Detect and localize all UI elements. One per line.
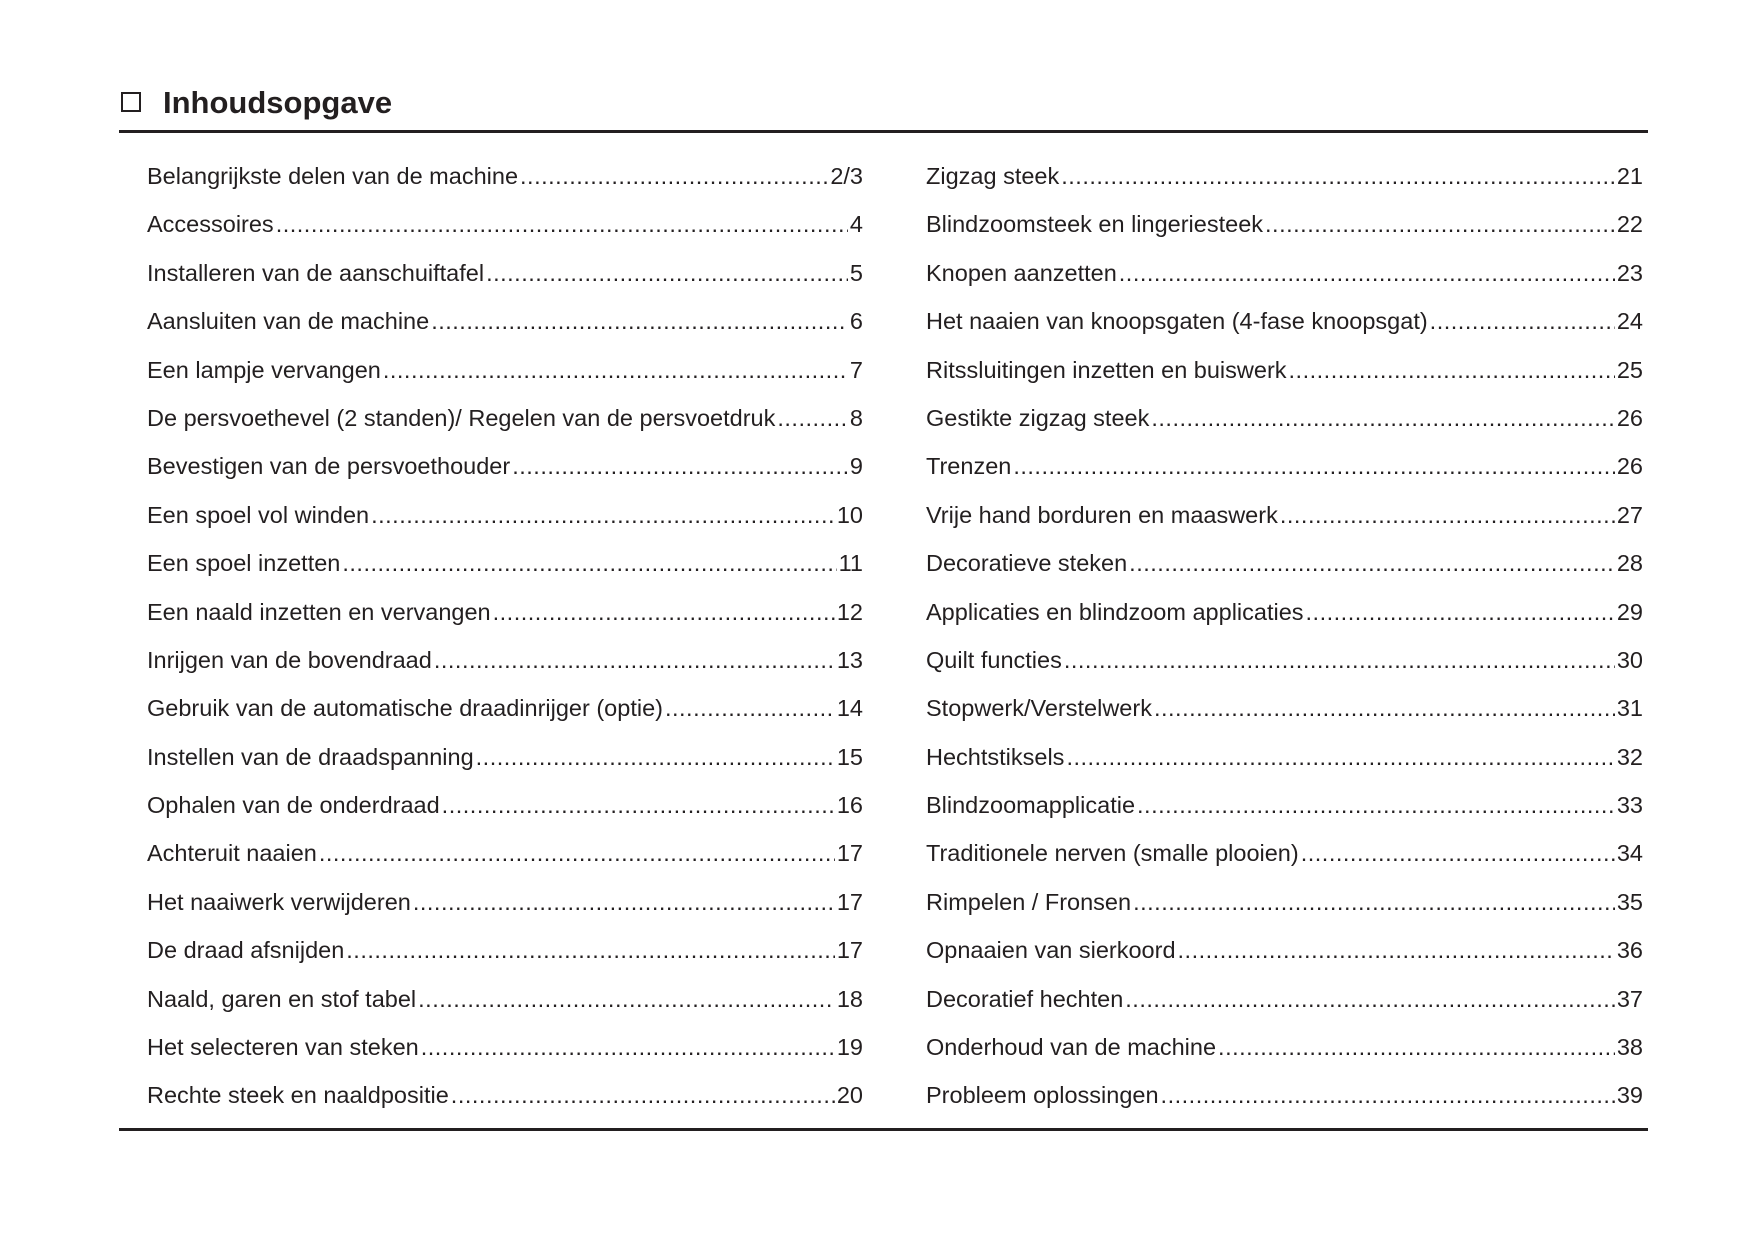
toc-leader-dots bbox=[1013, 442, 1615, 490]
toc-entry-page: 8 bbox=[849, 404, 863, 431]
toc-entry-title: Bevestigen van de persvoethouder bbox=[147, 453, 511, 480]
toc-entry-page: 25 bbox=[1616, 356, 1643, 383]
toc-leader-dots bbox=[1061, 152, 1615, 200]
toc-entry-page: 12 bbox=[836, 598, 863, 625]
toc-entry-page: 4 bbox=[849, 211, 863, 238]
toc-entry[interactable] bbox=[147, 249, 863, 297]
square-icon bbox=[121, 92, 141, 112]
toc-entry-page: 26 bbox=[1616, 404, 1643, 431]
toc-leader-dots bbox=[476, 733, 835, 781]
toc-leader-dots bbox=[346, 926, 835, 974]
toc-entry-title: Inrijgen van de bovendraad bbox=[147, 646, 432, 673]
toc-entry[interactable] bbox=[926, 684, 1643, 732]
toc-entry-page: 35 bbox=[1616, 888, 1643, 915]
toc-entry-page: 6 bbox=[849, 308, 863, 335]
toc-entry[interactable] bbox=[147, 733, 863, 781]
toc-leader-dots bbox=[665, 684, 835, 732]
toc-entry-title: Applicaties en blindzoom applicaties bbox=[926, 598, 1304, 625]
toc-entry-page: 37 bbox=[1616, 985, 1643, 1012]
toc-entry[interactable] bbox=[926, 152, 1643, 200]
toc-leader-dots bbox=[1306, 588, 1615, 636]
toc-leader-dots bbox=[319, 829, 835, 877]
toc-entry[interactable] bbox=[926, 297, 1643, 345]
bottom-divider bbox=[119, 1128, 1648, 1131]
toc-entry-page: 34 bbox=[1616, 840, 1643, 867]
toc-entry-page: 9 bbox=[849, 453, 863, 480]
toc-leader-dots bbox=[276, 200, 848, 248]
toc-entry-page: 17 bbox=[836, 840, 863, 867]
toc-entry-title: Accessoires bbox=[147, 211, 274, 238]
toc-entry-page: 29 bbox=[1616, 598, 1643, 625]
toc-entry-page: 11 bbox=[838, 550, 863, 577]
toc-leader-dots bbox=[1280, 491, 1615, 539]
toc-entry-title: Gebruik van de automatische draadinrijger (optie) bbox=[147, 695, 663, 722]
toc-entry-title: De persvoethevel (2 standen)/ Regelen van de persvoetdruk bbox=[147, 404, 776, 431]
toc-entry-page: 17 bbox=[836, 888, 863, 915]
toc-entry[interactable] bbox=[926, 781, 1643, 829]
toc-entry-title: Hechtstiksels bbox=[926, 743, 1065, 770]
toc-leader-dots bbox=[1133, 878, 1615, 926]
toc-entry[interactable] bbox=[926, 346, 1643, 394]
toc-entry-page: 14 bbox=[836, 695, 863, 722]
toc-entry[interactable] bbox=[926, 733, 1643, 781]
toc-entry-title: Quilt functies bbox=[926, 646, 1062, 673]
toc-entry[interactable] bbox=[147, 684, 863, 732]
toc-entry[interactable] bbox=[147, 926, 863, 974]
toc-entry-page: 31 bbox=[1616, 695, 1643, 722]
toc-leader-dots bbox=[1129, 539, 1615, 587]
toc-entry-page: 38 bbox=[1616, 1034, 1643, 1061]
toc-entry-page: 26 bbox=[1616, 453, 1643, 480]
toc-right-column bbox=[926, 152, 1643, 1120]
toc-entry-page: 36 bbox=[1616, 937, 1643, 964]
page-title: Inhoudsopgave bbox=[163, 85, 393, 120]
toc-entry[interactable] bbox=[147, 829, 863, 877]
toc-entry[interactable] bbox=[147, 442, 863, 490]
toc-entry[interactable] bbox=[926, 975, 1643, 1023]
toc-leader-dots bbox=[418, 975, 835, 1023]
toc-leader-dots bbox=[1178, 926, 1615, 974]
toc-entry[interactable] bbox=[147, 878, 863, 926]
toc-entry[interactable] bbox=[147, 297, 863, 345]
toc-entry[interactable] bbox=[147, 491, 863, 539]
toc-entry[interactable] bbox=[926, 636, 1643, 684]
toc-leader-dots bbox=[1151, 394, 1615, 442]
toc-leader-dots bbox=[1119, 249, 1615, 297]
toc-entry[interactable] bbox=[926, 394, 1643, 442]
toc-entry[interactable] bbox=[147, 636, 863, 684]
toc-entry-title: Ritssluitingen inzetten en buiswerk bbox=[926, 356, 1287, 383]
toc-entry-title: Traditionele nerven (smalle plooien) bbox=[926, 840, 1299, 867]
toc-leader-dots bbox=[371, 491, 835, 539]
toc-entry-title: Het selecteren van steken bbox=[147, 1034, 419, 1061]
toc-leader-dots bbox=[520, 152, 828, 200]
toc-entry-title: Een spoel vol winden bbox=[147, 501, 370, 528]
toc-leader-dots bbox=[413, 878, 835, 926]
toc-entry-title: Opnaaien van sierkoord bbox=[926, 937, 1176, 964]
toc-entry-page: 24 bbox=[1616, 308, 1643, 335]
toc-leader-dots bbox=[1289, 346, 1615, 394]
toc-entry-page: 23 bbox=[1616, 259, 1643, 286]
toc-entry-title: Een naald inzetten en vervangen bbox=[147, 598, 491, 625]
toc-entry[interactable] bbox=[147, 781, 863, 829]
toc-entry[interactable] bbox=[926, 878, 1643, 926]
toc-entry-page: 7 bbox=[849, 356, 863, 383]
toc-entry[interactable] bbox=[926, 249, 1643, 297]
toc-entry-title: Rechte steek en naaldpositie bbox=[147, 1082, 449, 1109]
toc-leader-dots bbox=[442, 781, 835, 829]
toc-entry-title: Knopen aanzetten bbox=[926, 259, 1117, 286]
toc-entry[interactable] bbox=[147, 152, 863, 200]
toc-entry-title: Decoratieve steken bbox=[926, 550, 1128, 577]
toc-entry-title: Een spoel inzetten bbox=[147, 550, 341, 577]
toc-leader-dots bbox=[421, 1023, 835, 1071]
toc-entry[interactable] bbox=[147, 588, 863, 636]
toc-entry[interactable] bbox=[926, 1071, 1643, 1119]
toc-entry-title: Gestikte zigzag steek bbox=[926, 404, 1150, 431]
toc-leader-dots bbox=[383, 346, 848, 394]
toc-entry-title: Probleem oplossingen bbox=[926, 1082, 1159, 1109]
toc-entry[interactable] bbox=[926, 539, 1643, 587]
toc-leader-dots bbox=[1218, 1023, 1615, 1071]
toc-entry[interactable] bbox=[147, 975, 863, 1023]
toc-entry[interactable] bbox=[926, 491, 1643, 539]
toc-entry-title: Achteruit naaien bbox=[147, 840, 317, 867]
toc-entry-title: Belangrijkste delen van de machine bbox=[147, 163, 519, 189]
toc-entry[interactable] bbox=[926, 200, 1643, 248]
toc-leader-dots bbox=[1137, 781, 1615, 829]
toc-entry[interactable] bbox=[147, 394, 863, 442]
toc-entry[interactable] bbox=[147, 539, 863, 587]
toc-entry-page: 28 bbox=[1616, 550, 1643, 577]
toc-entry-page: 22 bbox=[1616, 211, 1643, 238]
toc-entry-page: 33 bbox=[1616, 792, 1643, 819]
toc-leader-dots bbox=[451, 1071, 835, 1119]
toc-leader-dots bbox=[434, 636, 835, 684]
toc-entry-page: 32 bbox=[1616, 743, 1643, 770]
toc-entry[interactable] bbox=[147, 1023, 863, 1071]
toc-entry-page: 16 bbox=[836, 792, 863, 819]
toc-entry-page: 10 bbox=[836, 501, 863, 528]
toc-entry-title: Naald, garen en stof tabel bbox=[147, 985, 417, 1012]
toc-leader-dots bbox=[777, 394, 848, 442]
toc-entry-page: 39 bbox=[1616, 1082, 1643, 1109]
toc-entry-title: Rimpelen / Fronsen bbox=[926, 888, 1132, 915]
toc-entry-title: Blindzoomapplicatie bbox=[926, 792, 1136, 819]
toc-entry-page: 27 bbox=[1616, 501, 1643, 528]
toc-entry-title: Installeren van de aanschuiftafel bbox=[147, 259, 485, 286]
toc-leader-dots bbox=[342, 539, 836, 587]
toc-leader-dots bbox=[486, 249, 848, 297]
toc-leader-dots bbox=[1265, 200, 1615, 248]
toc-leader-dots bbox=[431, 297, 848, 345]
toc-leader-dots bbox=[1301, 829, 1615, 877]
toc-entry-page: 20 bbox=[836, 1082, 863, 1109]
toc-leader-dots bbox=[1066, 733, 1614, 781]
toc-entry-title: Het naaien van knoopsgaten (4-fase knoopsgat) bbox=[926, 308, 1428, 335]
toc-entry[interactable] bbox=[926, 588, 1643, 636]
toc-leader-dots bbox=[1430, 297, 1615, 345]
toc-entry-title: Blindzoomsteek en lingeriesteek bbox=[926, 211, 1264, 238]
toc-entry-title: Ophalen van de onderdraad bbox=[147, 792, 440, 819]
toc-entry-title: Het naaiwerk verwijderen bbox=[147, 888, 411, 915]
toc-leader-dots bbox=[1154, 684, 1615, 732]
toc-entry[interactable] bbox=[926, 1023, 1643, 1071]
page-header bbox=[119, 82, 1648, 133]
toc-entry-page: 21 bbox=[1616, 163, 1643, 189]
toc-entry-page: 17 bbox=[836, 937, 863, 964]
toc-entry-title: De draad afsnijden bbox=[147, 937, 345, 964]
toc-entry-page: 18 bbox=[836, 985, 863, 1012]
toc-entry-title: Onderhoud van de machine bbox=[926, 1034, 1217, 1061]
toc-entry-title: Zigzag steek bbox=[926, 163, 1060, 189]
toc-entry-title: Instellen van de draadspanning bbox=[147, 743, 474, 770]
toc-leader-dots bbox=[1125, 975, 1615, 1023]
toc-leader-dots bbox=[512, 442, 848, 490]
toc-entry[interactable] bbox=[926, 442, 1643, 490]
toc-entry[interactable] bbox=[147, 346, 863, 394]
toc-leader-dots bbox=[1064, 636, 1615, 684]
toc-entry-page: 13 bbox=[836, 646, 863, 673]
toc-entry-title: Stopwerk/Verstelwerk bbox=[926, 695, 1152, 722]
toc-entry[interactable] bbox=[926, 926, 1643, 974]
toc-left-column bbox=[147, 152, 863, 1120]
toc-leader-dots bbox=[493, 588, 835, 636]
toc-entry-title: Een lampje vervangen bbox=[147, 356, 381, 383]
toc-entry-page: 5 bbox=[849, 259, 863, 286]
toc-entry-title: Aansluiten van de machine bbox=[147, 308, 430, 335]
toc-leader-dots bbox=[1161, 1071, 1615, 1119]
toc-entry-page: 2/3 bbox=[830, 163, 863, 189]
toc-entry[interactable] bbox=[926, 829, 1643, 877]
toc-entry-page: 30 bbox=[1616, 646, 1643, 673]
toc-entry-title: Trenzen bbox=[926, 453, 1012, 480]
toc-entry[interactable] bbox=[147, 200, 863, 248]
toc-entry-title: Vrije hand borduren en maaswerk bbox=[926, 501, 1278, 528]
toc-entry-title: Decoratief hechten bbox=[926, 985, 1124, 1012]
toc-entry[interactable] bbox=[147, 1071, 863, 1119]
toc-entry-page: 15 bbox=[836, 743, 863, 770]
toc-entry-page: 19 bbox=[836, 1034, 863, 1061]
